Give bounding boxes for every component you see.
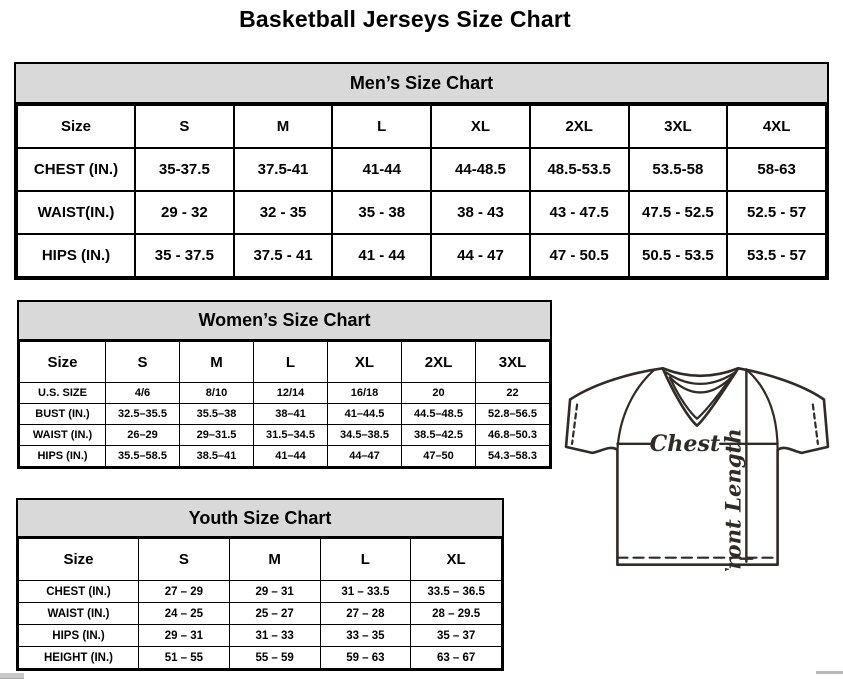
measurement-cell: 53.5-58 xyxy=(629,148,728,191)
measurement-cell: 55 – 59 xyxy=(229,647,320,669)
right-cuff-dashed-line xyxy=(813,405,818,444)
measurement-cell: 41-44 xyxy=(332,148,431,191)
measurement-row xyxy=(17,234,826,277)
bottom-left-fragment xyxy=(0,673,24,679)
size-column-header: 2XL xyxy=(530,105,629,148)
measurement-cell: 37.5 - 41 xyxy=(234,234,333,277)
size-label-header: Size xyxy=(17,105,135,148)
measurement-cell: 27 – 29 xyxy=(139,581,230,603)
measurement-cell: 28 – 29.5 xyxy=(411,603,502,625)
left-armhole-seam xyxy=(617,370,653,450)
measurement-row-label: WAIST (IN.) xyxy=(20,425,106,446)
measurement-row xyxy=(20,446,550,467)
measurement-row xyxy=(19,603,502,625)
measurement-cell: 35 – 37 xyxy=(411,625,502,647)
measurement-row-label: CHEST (IN.) xyxy=(17,148,135,191)
measurement-cell: 32.5–35.5 xyxy=(106,404,180,425)
size-column-header: L xyxy=(320,539,411,581)
measurement-cell: 52.5 - 57 xyxy=(727,191,826,234)
measurement-cell: 52.8–56.5 xyxy=(476,404,550,425)
measurement-cell: 58-63 xyxy=(727,148,826,191)
measurement-row-label: HIPS (IN.) xyxy=(17,234,135,277)
measurement-cell: 29 – 31 xyxy=(229,581,320,603)
size-column-header: M xyxy=(229,539,320,581)
measurement-cell: 47–50 xyxy=(402,446,476,467)
measurement-cell: 44–47 xyxy=(328,446,402,467)
measurement-row-label: U.S. SIZE xyxy=(20,383,106,404)
size-column-header: M xyxy=(234,105,333,148)
mens-chart-title: Men’s Size Chart xyxy=(16,64,827,104)
measurement-cell: 41 - 44 xyxy=(332,234,431,277)
measurement-cell: 38–41 xyxy=(254,404,328,425)
measurement-cell: 38.5–42.5 xyxy=(402,425,476,446)
measurement-cell: 47 - 50.5 xyxy=(530,234,629,277)
measurement-cell: 44-48.5 xyxy=(431,148,530,191)
size-column-header: L xyxy=(332,105,431,148)
measurement-cell: 24 – 25 xyxy=(139,603,230,625)
measurement-cell: 35.5–38 xyxy=(180,404,254,425)
measurement-row-label: HIPS (IN.) xyxy=(19,625,139,647)
measurement-cell: 33 – 35 xyxy=(320,625,411,647)
measurement-cell: 53.5 - 57 xyxy=(727,234,826,277)
chest-label: Chest xyxy=(649,430,721,457)
left-cuff-dashed-line xyxy=(572,405,577,444)
measurement-cell: 29–31.5 xyxy=(180,425,254,446)
size-column-header: S xyxy=(135,105,234,148)
measurement-cell: 38 - 43 xyxy=(431,191,530,234)
page-title: Basketball Jerseys Size Chart xyxy=(239,6,571,32)
measurement-row-label: WAIST (IN.) xyxy=(19,603,139,625)
bottom-right-fragment xyxy=(816,671,843,674)
size-column-header: XL xyxy=(431,105,530,148)
measurement-cell: 44 - 47 xyxy=(431,234,530,277)
measurement-row xyxy=(20,404,550,425)
size-column-header: 4XL xyxy=(727,105,826,148)
size-column-header: 3XL xyxy=(476,342,550,383)
measurement-row xyxy=(17,191,826,234)
measurement-row xyxy=(20,425,550,446)
measurement-cell: 29 - 32 xyxy=(135,191,234,234)
measurement-cell: 35 - 37.5 xyxy=(135,234,234,277)
size-label-header: Size xyxy=(19,539,139,581)
measurement-cell: 33.5 – 36.5 xyxy=(411,581,502,603)
right-armhole-seam xyxy=(747,370,777,450)
size-column-header: S xyxy=(139,539,230,581)
youth-chart-title: Youth Size Chart xyxy=(18,500,502,538)
measurement-cell: 34.5–38.5 xyxy=(328,425,402,446)
size-label-header: Size xyxy=(20,342,106,383)
measurement-cell: 47.5 - 52.5 xyxy=(629,191,728,234)
measurement-cell: 44.5–48.5 xyxy=(402,404,476,425)
jersey-measurement-diagram xyxy=(562,361,832,571)
measurement-cell: 22 xyxy=(476,383,550,404)
mens-size-table xyxy=(16,104,827,278)
measurement-cell: 46.8–50.3 xyxy=(476,425,550,446)
measurement-row-label: HEIGHT (IN.) xyxy=(19,647,139,669)
measurement-row xyxy=(20,383,550,404)
size-header-row xyxy=(19,539,502,581)
size-column-header: S xyxy=(106,342,180,383)
measurement-cell: 35.5–58.5 xyxy=(106,446,180,467)
youth-size-chart xyxy=(16,498,504,671)
measurement-cell: 63 – 67 xyxy=(411,647,502,669)
measurement-row-label: WAIST(IN.) xyxy=(17,191,135,234)
measurement-cell: 41–44 xyxy=(254,446,328,467)
size-header-row xyxy=(20,342,550,383)
size-column-header: 3XL xyxy=(629,105,728,148)
measurement-cell: 29 – 31 xyxy=(139,625,230,647)
measurement-cell: 38.5–41 xyxy=(180,446,254,467)
measurement-cell: 4/6 xyxy=(106,383,180,404)
measurement-cell: 51 – 55 xyxy=(139,647,230,669)
size-column-header: 2XL xyxy=(402,342,476,383)
measurement-row xyxy=(17,148,826,191)
size-column-header: XL xyxy=(411,539,502,581)
size-header-row xyxy=(17,105,826,148)
measurement-cell: 48.5-53.5 xyxy=(530,148,629,191)
measurement-cell: 54.3–58.3 xyxy=(476,446,550,467)
measurement-row-label: CHEST (IN.) xyxy=(19,581,139,603)
measurement-cell: 50.5 - 53.5 xyxy=(629,234,728,277)
measurement-cell: 26–29 xyxy=(106,425,180,446)
jersey-outline-drawing xyxy=(562,361,832,571)
womens-size-table xyxy=(19,341,550,467)
womens-size-chart xyxy=(17,300,552,469)
measurement-cell: 8/10 xyxy=(180,383,254,404)
measurement-cell: 37.5-41 xyxy=(234,148,333,191)
measurement-cell: 12/14 xyxy=(254,383,328,404)
measurement-cell: 31 – 33.5 xyxy=(320,581,411,603)
measurement-cell: 59 – 63 xyxy=(320,647,411,669)
size-column-header: L xyxy=(254,342,328,383)
measurement-cell: 27 – 28 xyxy=(320,603,411,625)
measurement-cell: 20 xyxy=(402,383,476,404)
youth-size-table xyxy=(18,538,502,669)
measurement-cell: 35-37.5 xyxy=(135,148,234,191)
measurement-cell: 25 – 27 xyxy=(229,603,320,625)
measurement-cell: 43 - 47.5 xyxy=(530,191,629,234)
size-column-header: M xyxy=(180,342,254,383)
measurement-cell: 41–44.5 xyxy=(328,404,402,425)
measurement-row-label: BUST (IN.) xyxy=(20,404,106,425)
measurement-cell: 32 - 35 xyxy=(234,191,333,234)
front-length-label: Front Length xyxy=(720,428,746,571)
jersey-body-outline xyxy=(566,368,828,564)
size-column-header: XL xyxy=(328,342,402,383)
measurement-row xyxy=(19,647,502,669)
mens-size-chart xyxy=(14,62,829,280)
measurement-cell: 31.5–34.5 xyxy=(254,425,328,446)
womens-chart-title: Women’s Size Chart xyxy=(19,302,550,341)
measurement-cell: 16/18 xyxy=(328,383,402,404)
measurement-row xyxy=(19,625,502,647)
measurement-cell: 35 - 38 xyxy=(332,191,431,234)
measurement-row xyxy=(19,581,502,603)
measurement-row-label: HIPS (IN.) xyxy=(20,446,106,467)
measurement-cell: 31 – 33 xyxy=(229,625,320,647)
